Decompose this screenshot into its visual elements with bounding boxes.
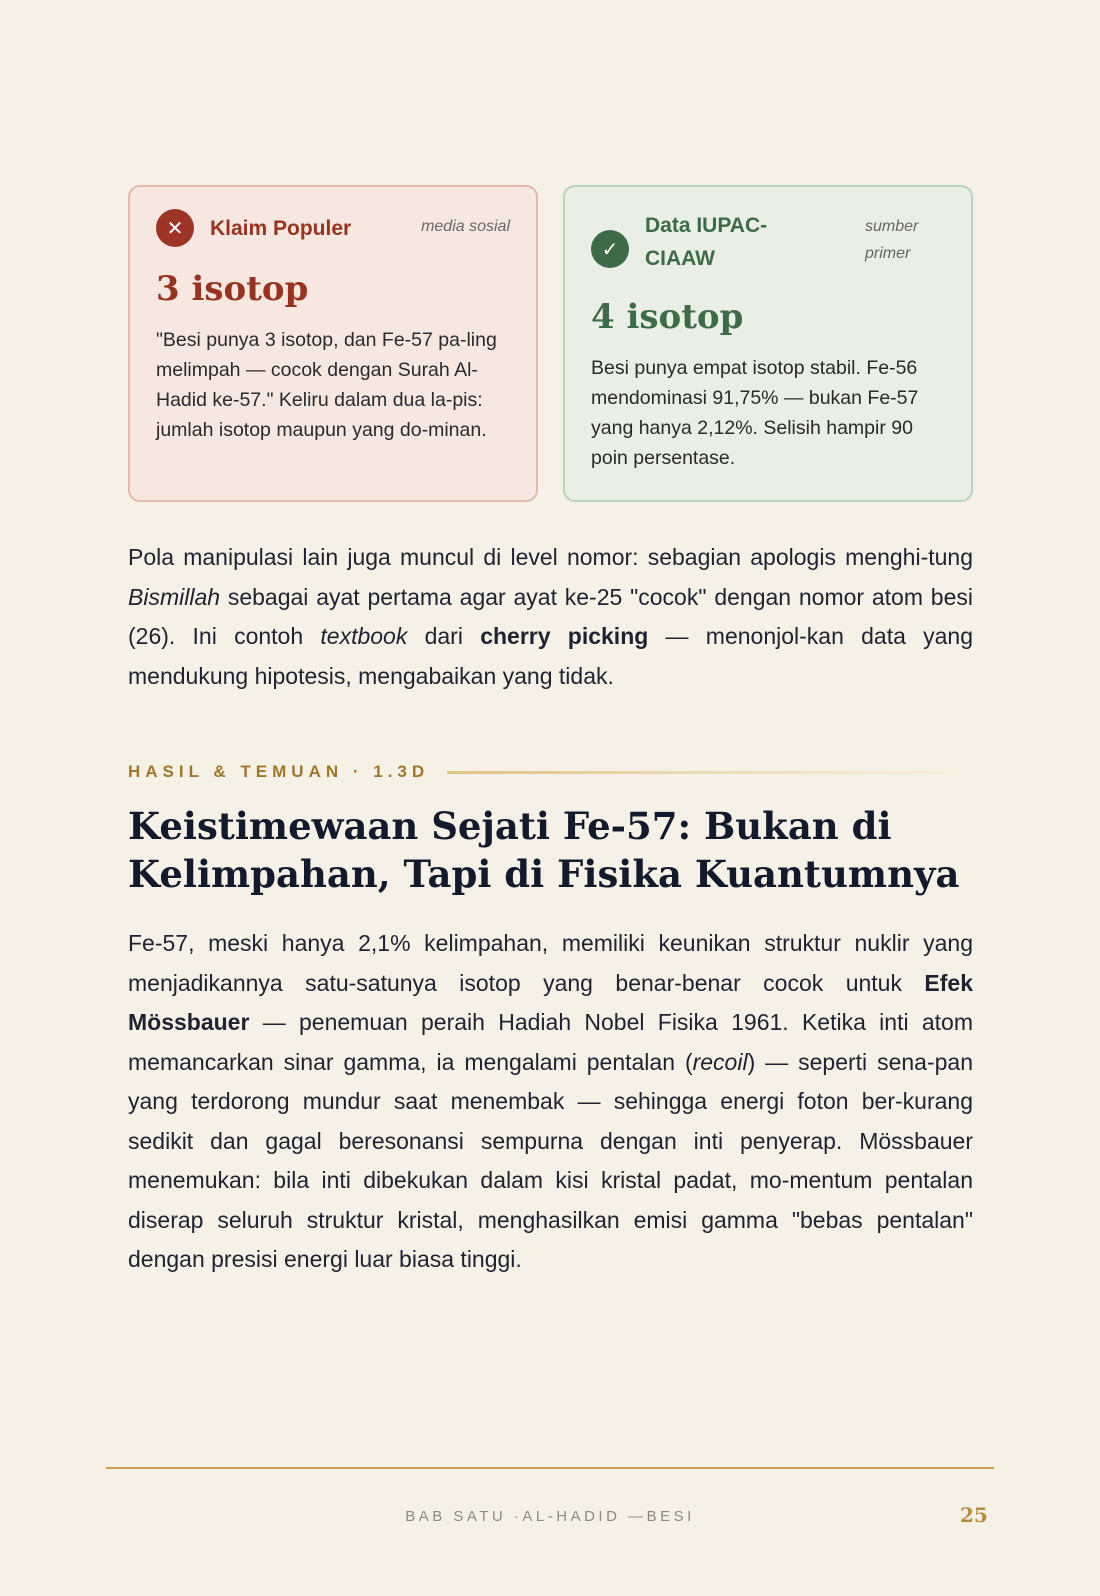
paragraph-text: dari (407, 623, 481, 649)
section-divider (447, 771, 973, 774)
emphasis-text: textbook (320, 623, 408, 649)
comparison-cards (128, 185, 973, 502)
claim-card-body: "Besi punya 3 isotop, dan Fe-57 pa-ling melimpah — cocok dengan Surah Al-Hadid ke-57." Keliru dalam dua la-pis: jumlah isotop maupun yang do-minan. (156, 329, 497, 441)
claim-card-header (156, 209, 510, 247)
paragraph-text: Pola manipulasi lain juga muncul di level nomor: sebagian apologis menghi-tung (128, 544, 973, 570)
footer-divider (106, 1467, 994, 1469)
section-heading: Keistimewaan Sejati Fe-57: Bukan di Kelimpahan, Tapi di Fisika Kuantumnya (128, 804, 960, 896)
section-label (128, 762, 973, 782)
paragraph-text: — menonjol-kan data yang mendukung hipotesis, mengabaikan yang tidak. (128, 623, 974, 689)
emphasis-text: recoil (692, 1048, 748, 1075)
section-label-text: HASIL & TEMUAN · 1.3D (128, 762, 430, 781)
fact-card-header (591, 209, 945, 275)
fact-card-tag: sumber primer (865, 218, 919, 262)
check-icon: ✓ (591, 230, 629, 268)
body-paragraph-2 (128, 924, 973, 1280)
running-title: BAB SATU ·AL-HADID —BESI (405, 1508, 695, 1525)
paragraph-text: Fe-57, meski hanya 2,1% kelimpahan, memiliki keunikan struktur nuklir yang menjadikannya satu-satunya isotop yang benar-benar cocok untuk (128, 930, 973, 996)
paragraph-text: — penemuan peraih Hadiah Nobel Fisika 1961. Ketika inti atom memancarkan sinar gamma, ia mengalami pentalan ( (128, 1009, 973, 1075)
fact-card-body: Besi punya empat isotop stabil. Fe-56 mendominasi 91,75% — bukan Fe-57 yang hanya 2,12%. Selisih hampir 90 poin persentase. (591, 357, 919, 469)
body-paragraph-1 (128, 538, 973, 696)
claim-card-tag: media sosial (421, 218, 510, 235)
strong-text: Efek Mössbauer (128, 969, 973, 1035)
close-icon: ✕ (156, 209, 194, 247)
claim-card-title: Klaim Populer (210, 216, 352, 240)
paragraph-text: sebagai ayat pertama agar ayat ke-25 "cocok" dengan nomor atom besi (26). Ini contoh (128, 583, 973, 649)
paragraph-text: ) — seperti sena-pan yang terdorong mundur saat menembak — sehingga energi foton ber-kurang sedikit dan gagal beresonansi sempurna dengan inti penyerap. Mössbauer menemukan: bila inti dibekukan dalam kisi kristal padat, mo-mentum pentalan diserap seluruh struktur kristal, menghasilkan emisi gamma "bebas pentalan" dengan presisi energi luar biasa tinggi. (128, 1048, 973, 1272)
page-number: 25 (960, 1503, 988, 1527)
strong-text: cherry picking (480, 623, 649, 649)
fact-card-title: Data IUPAC-CIAAW (645, 214, 768, 270)
fact-card-headline: 4 isotop (591, 297, 744, 337)
claim-card (128, 185, 538, 502)
claim-card-headline: 3 isotop (156, 269, 309, 309)
fact-card (563, 185, 973, 502)
emphasis-text: Bismillah (128, 583, 221, 610)
